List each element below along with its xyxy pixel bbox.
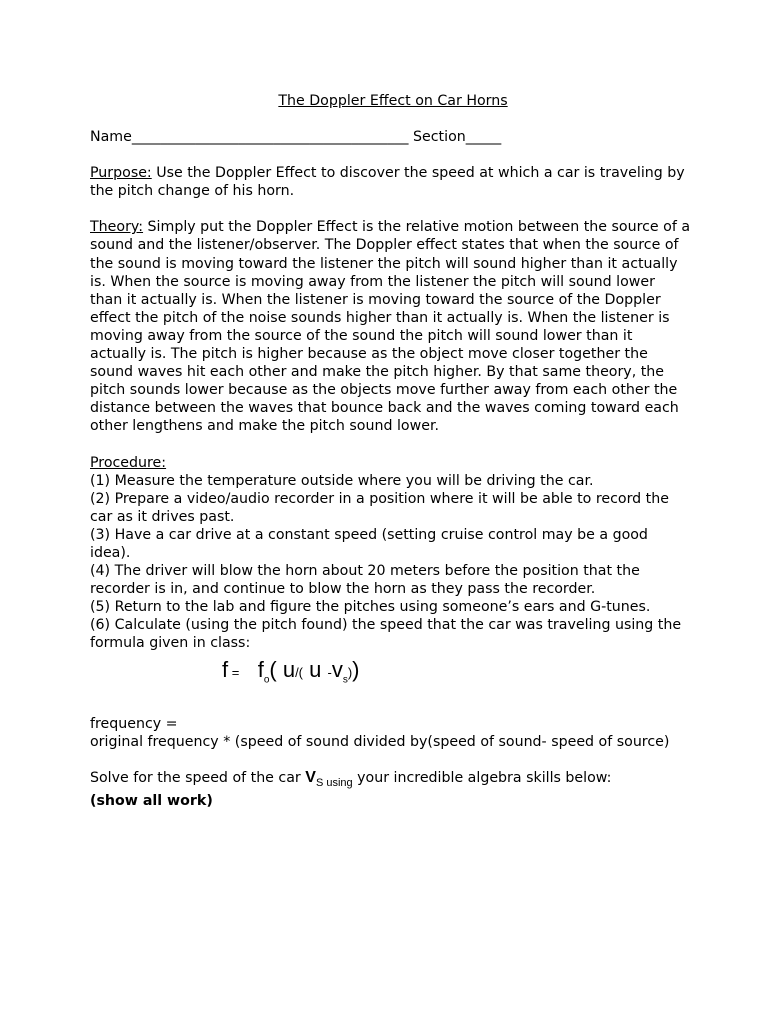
procedure-steps: [90, 472, 690, 653]
theory-paragraph: [90, 218, 690, 435]
worksheet-title: The Doppler Effect on Car Horns: [278, 93, 508, 109]
name-blank: _______________________________________: [131, 129, 409, 146]
solve-text: Solve for the speed of the car: [90, 769, 306, 786]
formula-open: ( u: [269, 656, 296, 682]
procedure-step: (3) Have a car drive at a constant speed (setting cruise control may be a good idea).: [90, 526, 648, 561]
procedure-step: (6) Calculate (using the pitch found) the speed that the car was traveling using the formula given in class:: [90, 617, 682, 652]
purpose-paragraph: [90, 164, 690, 200]
procedure-step: (5) Return to the lab and figure the pitches using someone’s ears and G-tunes.: [90, 599, 651, 616]
purpose-text: Use the Doppler Effect to discover the speed at which a car is traveling by the pitch change of his horn.: [90, 165, 685, 200]
formula-equals: =: [228, 664, 240, 680]
solve-symbol: V: [305, 768, 316, 786]
formula-vs: v: [331, 656, 343, 682]
section-blank: _____: [465, 129, 502, 146]
formula-divide: /(: [295, 664, 304, 680]
solve-symbol-sub: S using: [315, 776, 353, 789]
procedure-step: (1) Measure the temperature outside where you will be driving the car.: [90, 472, 594, 489]
procedure-label: Procedure:: [90, 454, 167, 471]
theory-label: Theory:: [90, 219, 144, 236]
formula-f0-sub: o: [263, 673, 270, 685]
formula-explanation: [90, 715, 690, 751]
explanation-line-2: original frequency * (speed of sound divided by(speed of sound- speed of source): [90, 733, 670, 750]
formula-close: ): [347, 664, 353, 680]
solve-rest: your incredible algebra skills below:: [352, 769, 612, 786]
purpose-label: Purpose:: [90, 165, 152, 182]
worksheet-page: [90, 92, 690, 810]
name-label: Name: [90, 129, 132, 146]
formula-f: f: [222, 656, 229, 682]
show-work-note: (show all work): [90, 792, 213, 809]
name-section-row: [90, 128, 690, 146]
procedure-step: (2) Prepare a video/audio recorder in a position where it will be able to record the car as it drives past.: [90, 490, 669, 525]
formula-close-outer: ): [352, 656, 360, 682]
procedure-step: (4) The driver will blow the horn about 20 meters before the position that the recorder is in, and continue to blow the horn as they pass the recorder.: [90, 563, 640, 598]
doppler-formula: [222, 657, 690, 697]
theory-text: Simply put the Doppler Effect is the relative motion between the source of a sound and the listener/observer. The Doppler effect states that when the source of the sound is moving toward the listener the pitch will sound higher than it actually is. When the source is moving away from the listener the pitch will sound lower than it actually is. When the listener is moving toward the source of the Doppler effect the pitch of the noise sounds higher than it actually is. When the listener is moving away from the source of the sound the pitch will sound lower than it actually is. The pitch is higher because as the object move closer together the sound waves hit each other and make the pitch higher. By that same theory, the pitch sounds lower because as the objects move further away from each other the distance between the waves that bounce back and the waves coming toward each other lengthens and make the pitch sound lower.: [90, 219, 691, 435]
solve-instruction: [90, 769, 690, 792]
formula-vs-sub: s: [342, 673, 348, 685]
section-label: Section: [408, 129, 466, 146]
formula-f0: f: [257, 656, 264, 682]
procedure-section: [90, 454, 690, 653]
explanation-line-1: frequency =: [90, 715, 178, 732]
formula-u2: u: [303, 656, 328, 682]
formula-minus: -: [327, 664, 332, 680]
